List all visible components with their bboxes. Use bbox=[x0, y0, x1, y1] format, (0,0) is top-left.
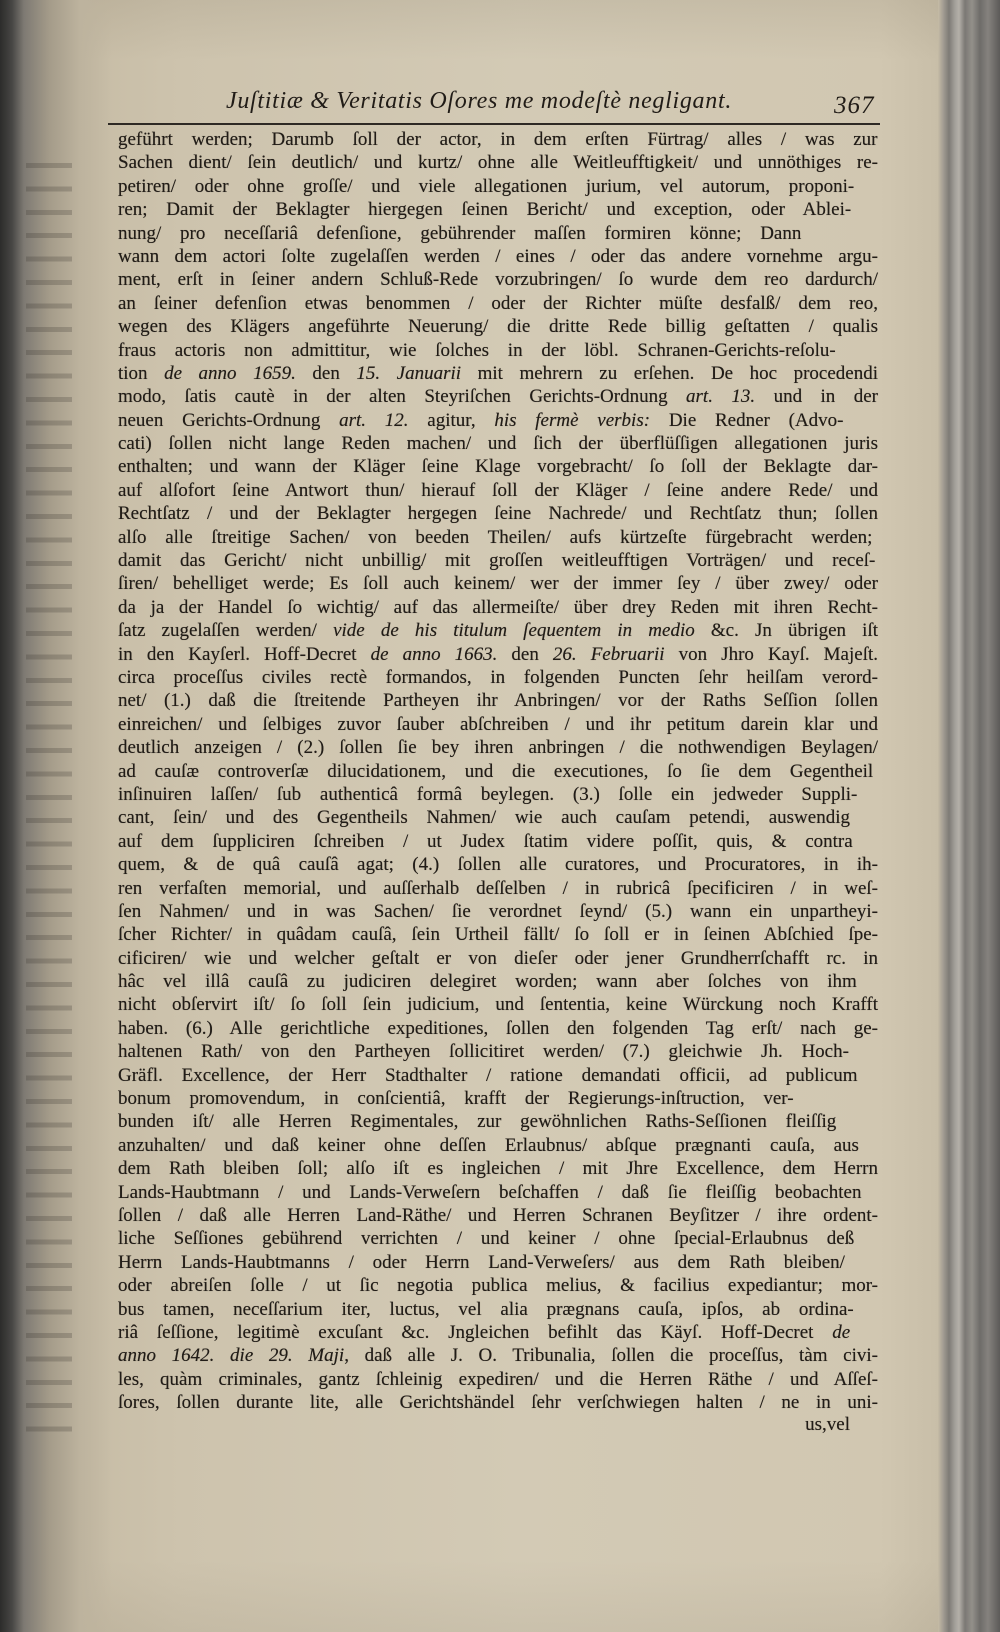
text-run: tion bbox=[118, 362, 165, 384]
text-line: dem Rath bleiben ſoll; alſo iſt es ingleichen / mit Jhre Excellence, dem Herrn bbox=[118, 1158, 878, 1180]
text-line bbox=[118, 362, 878, 385]
text-line: petiren/ oder ohne groſſe/ und viele allegationen jurium, vel autorum, proponi- bbox=[118, 175, 855, 197]
text-line: hâc vel illâ cauſâ zu judiciren delegiret worden; wann aber ſolches von ihm bbox=[118, 971, 857, 993]
italic-text-run: art. 12. bbox=[339, 409, 409, 431]
text-run: modo, ſatis cautè in der alten Steyriſchen Gerichts-Ordnung bbox=[118, 386, 687, 408]
text-line: circa proceſſus civiles rectè formandos, in folgenden Puncten ſehr heilſam verord- bbox=[118, 666, 878, 688]
text-line: anzuhalten/ und daß keiner ohne deſſen Erlaubnus/ abſque prægnanti cauſa, aus bbox=[118, 1134, 859, 1156]
text-line: Lands-Haubtmann / und Lands-Verweſern beſchaffen / daß ſie fleiſſig beobachten bbox=[118, 1181, 862, 1203]
text-line: Herrn Lands-Haubtmanns / oder Herrn Land-Verweſers/ aus dem Rath bleiben/ bbox=[118, 1251, 845, 1273]
text-line: Rechtſatz / und der Beklagter hergegen ſeine Nachrede/ und Rechtſatz thun; ſollen bbox=[118, 503, 878, 525]
text-line: liche Seſſiones gebührend verrichten / und keiner / ohne ſpecial-Erlaubnus deß bbox=[118, 1228, 855, 1250]
text-line: les, quàm criminales, gantz ſchleinig expediren/ und die Herren Räthe / und Aſſeſ- bbox=[118, 1368, 878, 1390]
text-run: den bbox=[295, 362, 357, 384]
text-run: ſatz zugelaſſen werden/ bbox=[118, 620, 334, 642]
text-run: den bbox=[497, 643, 553, 665]
text-run: neuen Gerichts-Ordnung bbox=[118, 409, 340, 431]
text-line bbox=[118, 409, 878, 432]
text-line: haben. (6.) Alle gerichtliche expeditiones, ſollen den folgenden Tag erſt/ nach ge- bbox=[118, 1017, 878, 1039]
text-run: und in der bbox=[755, 386, 878, 408]
running-header bbox=[0, 0, 1000, 130]
text-line: geführt werden; Darumb ſoll der actor, in dem erſten Fürtrag/ alles / was zur bbox=[118, 129, 878, 150]
text-line: ſores, ſollen durante lite, alle Gerichtshändel ſehr verſchwiegen halten / ne in uni- bbox=[118, 1392, 878, 1414]
text-line: ren verfaſten memorial, und auſſerhalb deſſelben / in rubricâ ſpecificiren / in weſ- bbox=[118, 877, 878, 899]
text-line: ſollen / daß alle Herren Land-Räthe/ und Herren Schranen Beyſitzer / ihre ordent- bbox=[118, 1204, 878, 1226]
text-line: cificiren/ wie und welcher geſtalt er von dieſer oder jener Grundherrſchafft rc. in bbox=[118, 947, 879, 969]
text-run: von Jhro Kayſ. Majeſt. bbox=[664, 643, 879, 665]
text-line bbox=[118, 1344, 878, 1367]
italic-text-run: 15. Januarii bbox=[356, 362, 462, 384]
text-line: ad cauſæ controverſæ dilucidationem, und die executiones, ſo ſie dem Gegentheil bbox=[118, 760, 874, 782]
italic-text-run: art. 13. bbox=[686, 386, 756, 408]
running-title: Juſtitiæ & Veritatis Oſores me modeſtè negligant. bbox=[226, 88, 733, 114]
text-line: nung/ pro neceſſariâ defenſione, gebührender maſſen formiren könne; Dann bbox=[118, 222, 802, 244]
italic-text-run: de anno 1659. bbox=[164, 362, 296, 384]
text-line: bonum promovendum, in conſcientiâ, krafft der Regierungs-inſtruction, ver- bbox=[118, 1088, 794, 1110]
text-line: Sachen dient/ ſein deutlich/ und kurtz/ ohne alle Weitleufftigkeit/ und unnöthiges re- bbox=[118, 152, 878, 174]
text-line: da ja der Handel ſo wichtig/ auf das allermeiſte/ über drey Reden mit ihren Recht- bbox=[118, 596, 879, 618]
text-line: einreichen/ und ſelbiges zuvor ſauber abſchreiben / und ihr petitum darein klar und bbox=[118, 713, 878, 735]
header-rule bbox=[108, 123, 880, 125]
text-line: Gräfl. Excellence, der Herr Stadthalter / ratione demandati officii, ad publicum bbox=[118, 1064, 858, 1086]
text-line: auf alſofort ſeine Antwort thun/ hierauf ſoll der Kläger / ſeine andere Rede/ und bbox=[118, 479, 878, 501]
text-line bbox=[118, 643, 878, 666]
text-run: Die Redner (Advo- bbox=[650, 409, 844, 431]
text-line: damit das Gericht/ nicht unbillig/ mit groſſen weitleufftigen Vorträgen/ und receſ- bbox=[118, 550, 876, 572]
text-run: in den Kayſerl. Hoff-Decret bbox=[118, 643, 371, 665]
text-line bbox=[118, 1321, 878, 1344]
text-line: bus tamen, neceſſarium iter, luctus, vel alia prægnans cauſa, ipſos, ab ordina- bbox=[118, 1298, 854, 1320]
text-run: mit mehrern zu erſehen. De hoc procedendi bbox=[461, 362, 879, 384]
text-run: &c. Jn übrigen iſt bbox=[694, 620, 879, 642]
text-line: ſen Nahmen/ und in was Sachen/ ſie verordnet ſeynd/ (5.) wann ein unpartheyi- bbox=[118, 900, 878, 922]
text-line: auf dem ſuppliciren ſchreiben / ut Judex ſtatim videre poſſit, quis, & contra bbox=[118, 830, 853, 852]
italic-text-run: vide de his titulum ſequentem in medio bbox=[333, 620, 695, 642]
text-line: wegen des Klägers angeführte Neuerung/ die dritte Rede billig geſtatten / qualis bbox=[118, 316, 878, 338]
text-line: fraus actoris non admittitur, wie ſolches in der löbl. Schranen-Gerichts-reſolu- bbox=[118, 339, 836, 361]
page-edges bbox=[938, 0, 1000, 1632]
text-line: bunden iſt/ alle Herren Regimentales, zur gewöhnlichen Raths-Seſſionen fleiſſig bbox=[118, 1111, 837, 1133]
text-line: ſcher Richter/ in quâdam cauſâ, ſein Urtheil fällt/ ſo ſoll er in ſeinen Abſchied ſpe- bbox=[118, 924, 878, 946]
text-line: enthalten; und wann der Kläger ſeine Klage vorgebracht/ ſo ſoll der Beklagte dar- bbox=[118, 456, 878, 478]
text-line: cati) ſollen nicht lange Reden machen/ und ſich der überflüſſigen allegationen juris bbox=[118, 433, 878, 455]
text-line: alſo alle ſtreitige Sachen/ von beeden Theilen/ aufs kürtzeſte fürgebracht werden; bbox=[118, 526, 873, 548]
text-line bbox=[118, 385, 878, 408]
text-line: ment, erſt in ſeiner andern Schluß-Rede vorzubringen/ ſo wurde dem reo dardurch/ bbox=[118, 269, 878, 291]
text-line: oder abreiſen ſolle / ut ſic negotia publica melius, & facilius expediantur; mor- bbox=[118, 1275, 878, 1297]
text-line: haltenen Rath/ von den Partheyen ſollicitiret werden/ (7.) gleichwie Jh. Hoch- bbox=[118, 1041, 849, 1063]
body-text bbox=[118, 128, 878, 1414]
italic-text-run: 26. Februarii bbox=[552, 643, 665, 665]
italic-text-run: de bbox=[832, 1321, 851, 1343]
text-line: wann dem actori ſolte zugelaſſen werden / eines / oder das andere vornehme argu- bbox=[118, 245, 878, 267]
text-line: deutlich anzeigen / (2.) ſollen ſie bey ihren anbringen / die nothwendigen Beylagen/ bbox=[118, 737, 878, 759]
text-run: , daß alle J. O. Tribunalia, ſollen die proceſſus, tàm civi- bbox=[344, 1345, 878, 1367]
text-line: cant, ſein/ und des Gegentheils Nahmen/ wie auch cauſam petendi, auswendig bbox=[118, 807, 850, 829]
catchword: us,vel bbox=[805, 1414, 850, 1435]
page-number: 367 bbox=[834, 92, 875, 119]
facing-page-gutter bbox=[0, 0, 112, 1632]
italic-text-run: his fermè verbis: bbox=[494, 409, 651, 431]
text-line: ſiren/ behelliget werde; Es ſoll auch keinem/ wer der immer ſey / über zwey/ oder bbox=[118, 573, 878, 595]
text-run: riâ ſeſſione, legitimè excuſant &c. Jngleichen befihlt das Käyſ. Hoff-Decret bbox=[118, 1321, 833, 1343]
italic-text-run: anno 1642. die 29. Maji bbox=[118, 1345, 345, 1367]
text-line: quem, & de quâ cauſâ agat; (4.) ſollen alle curatores, und Procuratores, in ih- bbox=[118, 854, 878, 876]
text-line: nicht obſervirt iſt/ ſo ſoll ſein judicium, und ſententia, keine Würckung noch Krafft bbox=[118, 994, 878, 1016]
text-line: an ſeiner defenſion etwas benommen / oder der Richter müſte desfalß/ dem reo, bbox=[118, 292, 878, 314]
text-line: ren; Damit der Beklagter hiergegen ſeinen Bericht/ und exception, oder Ablei- bbox=[118, 199, 852, 221]
text-run: agitur, bbox=[408, 409, 495, 431]
italic-text-run: de anno 1663. bbox=[370, 643, 498, 665]
text-line: inſinuiren laſſen/ ſub authenticâ formâ beylegen. (3.) ſolle ein jedweder Suppli- bbox=[118, 783, 858, 805]
text-line bbox=[118, 619, 878, 642]
text-line: net/ (1.) daß die ſtreitende Partheyen ihr Anbringen/ vor der Raths Seſſion ſollen bbox=[118, 690, 878, 712]
